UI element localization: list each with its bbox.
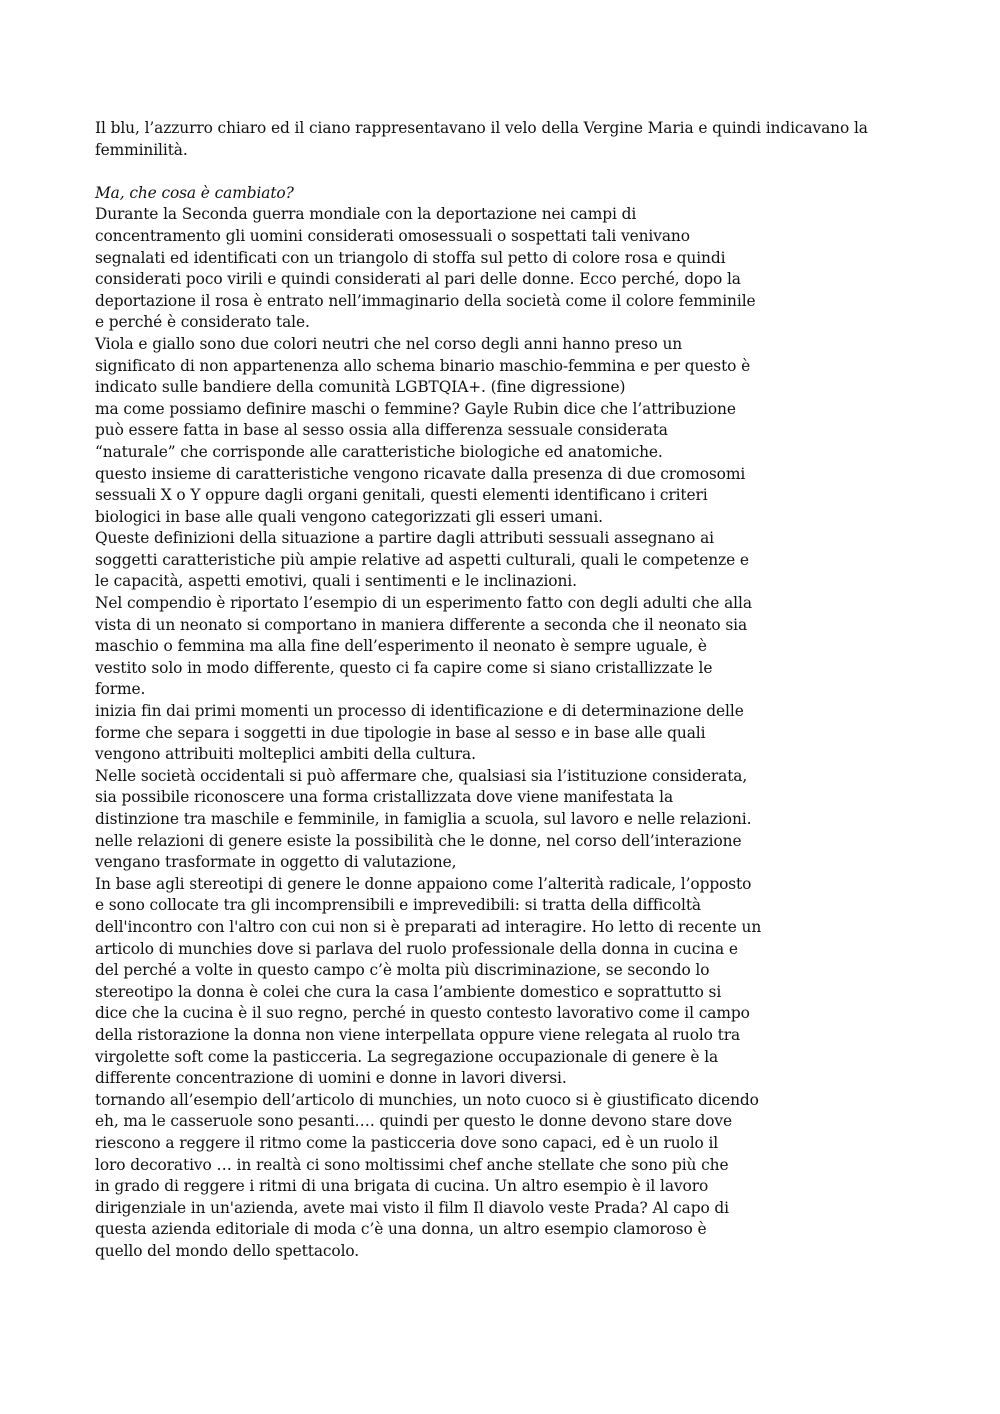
paragraph-line: tornando all’esempio dell’articolo di munchies, un noto cuoco si è giustificato dicendo — [95, 1090, 759, 1109]
paragraph-line: questo insieme di caratteristiche vengono ricavate dalla presenza di due cromosomi — [95, 464, 746, 483]
paragraph-line: soggetti caratteristiche più ampie relative ad aspetti culturali, quali le competenze e — [95, 550, 749, 569]
paragraph-line: significato di non appartenenza allo schema binario maschio-femmina e per questo è — [95, 356, 751, 375]
paragraph-line: virgolette soft come la pasticceria. La segregazione occupazionale di genere è la — [95, 1047, 719, 1066]
paragraph-line: eh, ma le casseruole sono pesanti…. quindi per questo le donne devono stare dove — [95, 1112, 732, 1131]
body-paragraphs — [95, 204, 885, 1262]
paragraph-line: differente concentrazione di uomini e donne in lavori diversi. — [95, 1069, 567, 1088]
paragraph-line: forme che separa i soggetti in due tipologie in base al sesso e in base alle quali — [95, 723, 706, 742]
paragraph-line: Viola e giallo sono due colori neutri che nel corso degli anni hanno preso un — [95, 334, 683, 353]
paragraph-line: inizia fin dai primi momenti un processo di identificazione e di determinazione delle — [95, 702, 744, 721]
paragraph-line: maschio o femmina ma alla fine dell’esperimento il neonato è sempre uguale, è — [95, 637, 707, 656]
paragraph-line: quello del mondo dello spettacolo. — [95, 1241, 360, 1260]
paragraph-line: deportazione il rosa è entrato nell’immaginario della società come il colore femminile — [95, 291, 756, 310]
paragraph-line: riescono a reggere il ritmo come la pasticceria dove sono capaci, ed è un ruolo il — [95, 1133, 719, 1152]
paragraph-line: Queste definizioni della situazione a partire dagli attributi sessuali assegnano ai — [95, 529, 714, 548]
paragraph-line: sia possibile riconoscere una forma cristallizzata dove viene manifestata la — [95, 788, 674, 807]
paragraph-line: nelle relazioni di genere esiste la possibilità che le donne, nel corso dell’interazione — [95, 831, 742, 850]
paragraph-line: In base agli stereotipi di genere le donne appaiono come l’alterità radicale, l’opposto — [95, 874, 752, 893]
paragraph-line: della ristorazione la donna non viene interpellata oppure viene relegata al ruolo tra — [95, 1025, 741, 1044]
paragraph-spacer — [95, 161, 885, 183]
paragraph-line: segnalati ed identificati con un triangolo di stoffa sul petto di colore rosa e quindi — [95, 248, 726, 267]
paragraph-line: loro decorativo … in realtà ci sono moltissimi chef anche stellate che sono più che — [95, 1155, 729, 1174]
section-question: Ma, che cosa è cambiato? — [95, 183, 294, 202]
document-body — [95, 118, 885, 1262]
paragraph-line: concentramento gli uomini considerati omosessuali o sospettati tali venivano — [95, 226, 690, 245]
paragraph-line: del perché a volte in questo campo c’è molta più discriminazione, se secondo lo — [95, 961, 710, 980]
paragraph-line: Il blu, l’azzurro chiaro ed il ciano rappresentavano il velo della Vergine Maria e quindi indicavano la — [95, 119, 868, 137]
paragraph-line: forme. — [95, 680, 146, 699]
paragraph-line: dice che la cucina è il suo regno, perché in questo contesto lavorativo come il campo — [95, 1004, 750, 1023]
paragraph-line: vengono attribuiti molteplici ambiti della cultura. — [95, 745, 476, 764]
paragraph-line: distinzione tra maschile e femminile, in famiglia a scuola, sul lavoro e nelle relazioni. — [95, 810, 752, 828]
paragraph-line: le capacità, aspetti emotivi, quali i sentimenti e le inclinazioni. — [95, 572, 577, 591]
paragraph-line: biologici in base alle quali vengono categorizzati gli esseri umani. — [95, 507, 603, 526]
paragraph-line: articolo di munchies dove si parlava del ruolo professionale della donna in cucina e — [95, 939, 738, 958]
paragraph-line: vista di un neonato si comportano in maniera differente a seconda che il neonato sia — [95, 615, 748, 634]
paragraph-line: stereotipo la donna è colei che cura la casa l’ambiente domestico e soprattutto si — [95, 982, 722, 1001]
paragraph-line: femminilità. — [95, 140, 188, 159]
paragraph-line: vestito solo in modo differente, questo ci fa capire come si siano cristallizzate le — [95, 658, 713, 677]
paragraph-line: ma come possiamo definire maschi o femmine? Gayle Rubin dice che l’attribuzione — [95, 399, 736, 418]
paragraph-line: Durante la Seconda guerra mondiale con la deportazione nei campi di — [95, 205, 637, 224]
paragraph-line: “naturale” che corrisponde alle caratteristiche biologiche ed anatomiche. — [95, 442, 663, 461]
paragraph-line: dirigenziale in un'azienda, avete mai visto il film Il diavolo veste Prada? Al capo di — [95, 1198, 729, 1217]
paragraph-line: e sono collocate tra gli incomprensibili e imprevedibili: si tratta della difficoltà — [95, 896, 701, 915]
paragraph-line: dell'incontro con l'altro con cui non si è preparati ad interagire. Ho letto di recente un — [95, 917, 762, 936]
paragraph-line: Nelle società occidentali si può affermare che, qualsiasi sia l’istituzione considerata, — [95, 766, 748, 785]
paragraph-line: considerati poco virili e quindi considerati al pari delle donne. Ecco perché, dopo la — [95, 270, 741, 289]
paragraph-line: Nel compendio è riportato l’esempio di un esperimento fatto con degli adulti che alla — [95, 594, 752, 613]
paragraph-line: e perché è considerato tale. — [95, 313, 310, 332]
paragraph-line: può essere fatta in base al sesso ossia alla differenza sessuale considerata — [95, 421, 668, 440]
paragraph-line: in grado di reggere i ritmi di una brigata di cucina. Un altro esempio è il lavoro — [95, 1177, 709, 1196]
paragraph-line: questa azienda editoriale di moda c’è una donna, un altro esempio clamoroso è — [95, 1220, 707, 1239]
paragraph-line: sessuali X o Y oppure dagli organi genitali, questi elementi identificano i criteri — [95, 486, 708, 505]
paragraph-line: vengano trasformate in oggetto di valutazione, — [95, 853, 457, 872]
paragraph-line: indicato sulle bandiere della comunità LGBTQIA+. (fine digressione) — [95, 378, 626, 397]
